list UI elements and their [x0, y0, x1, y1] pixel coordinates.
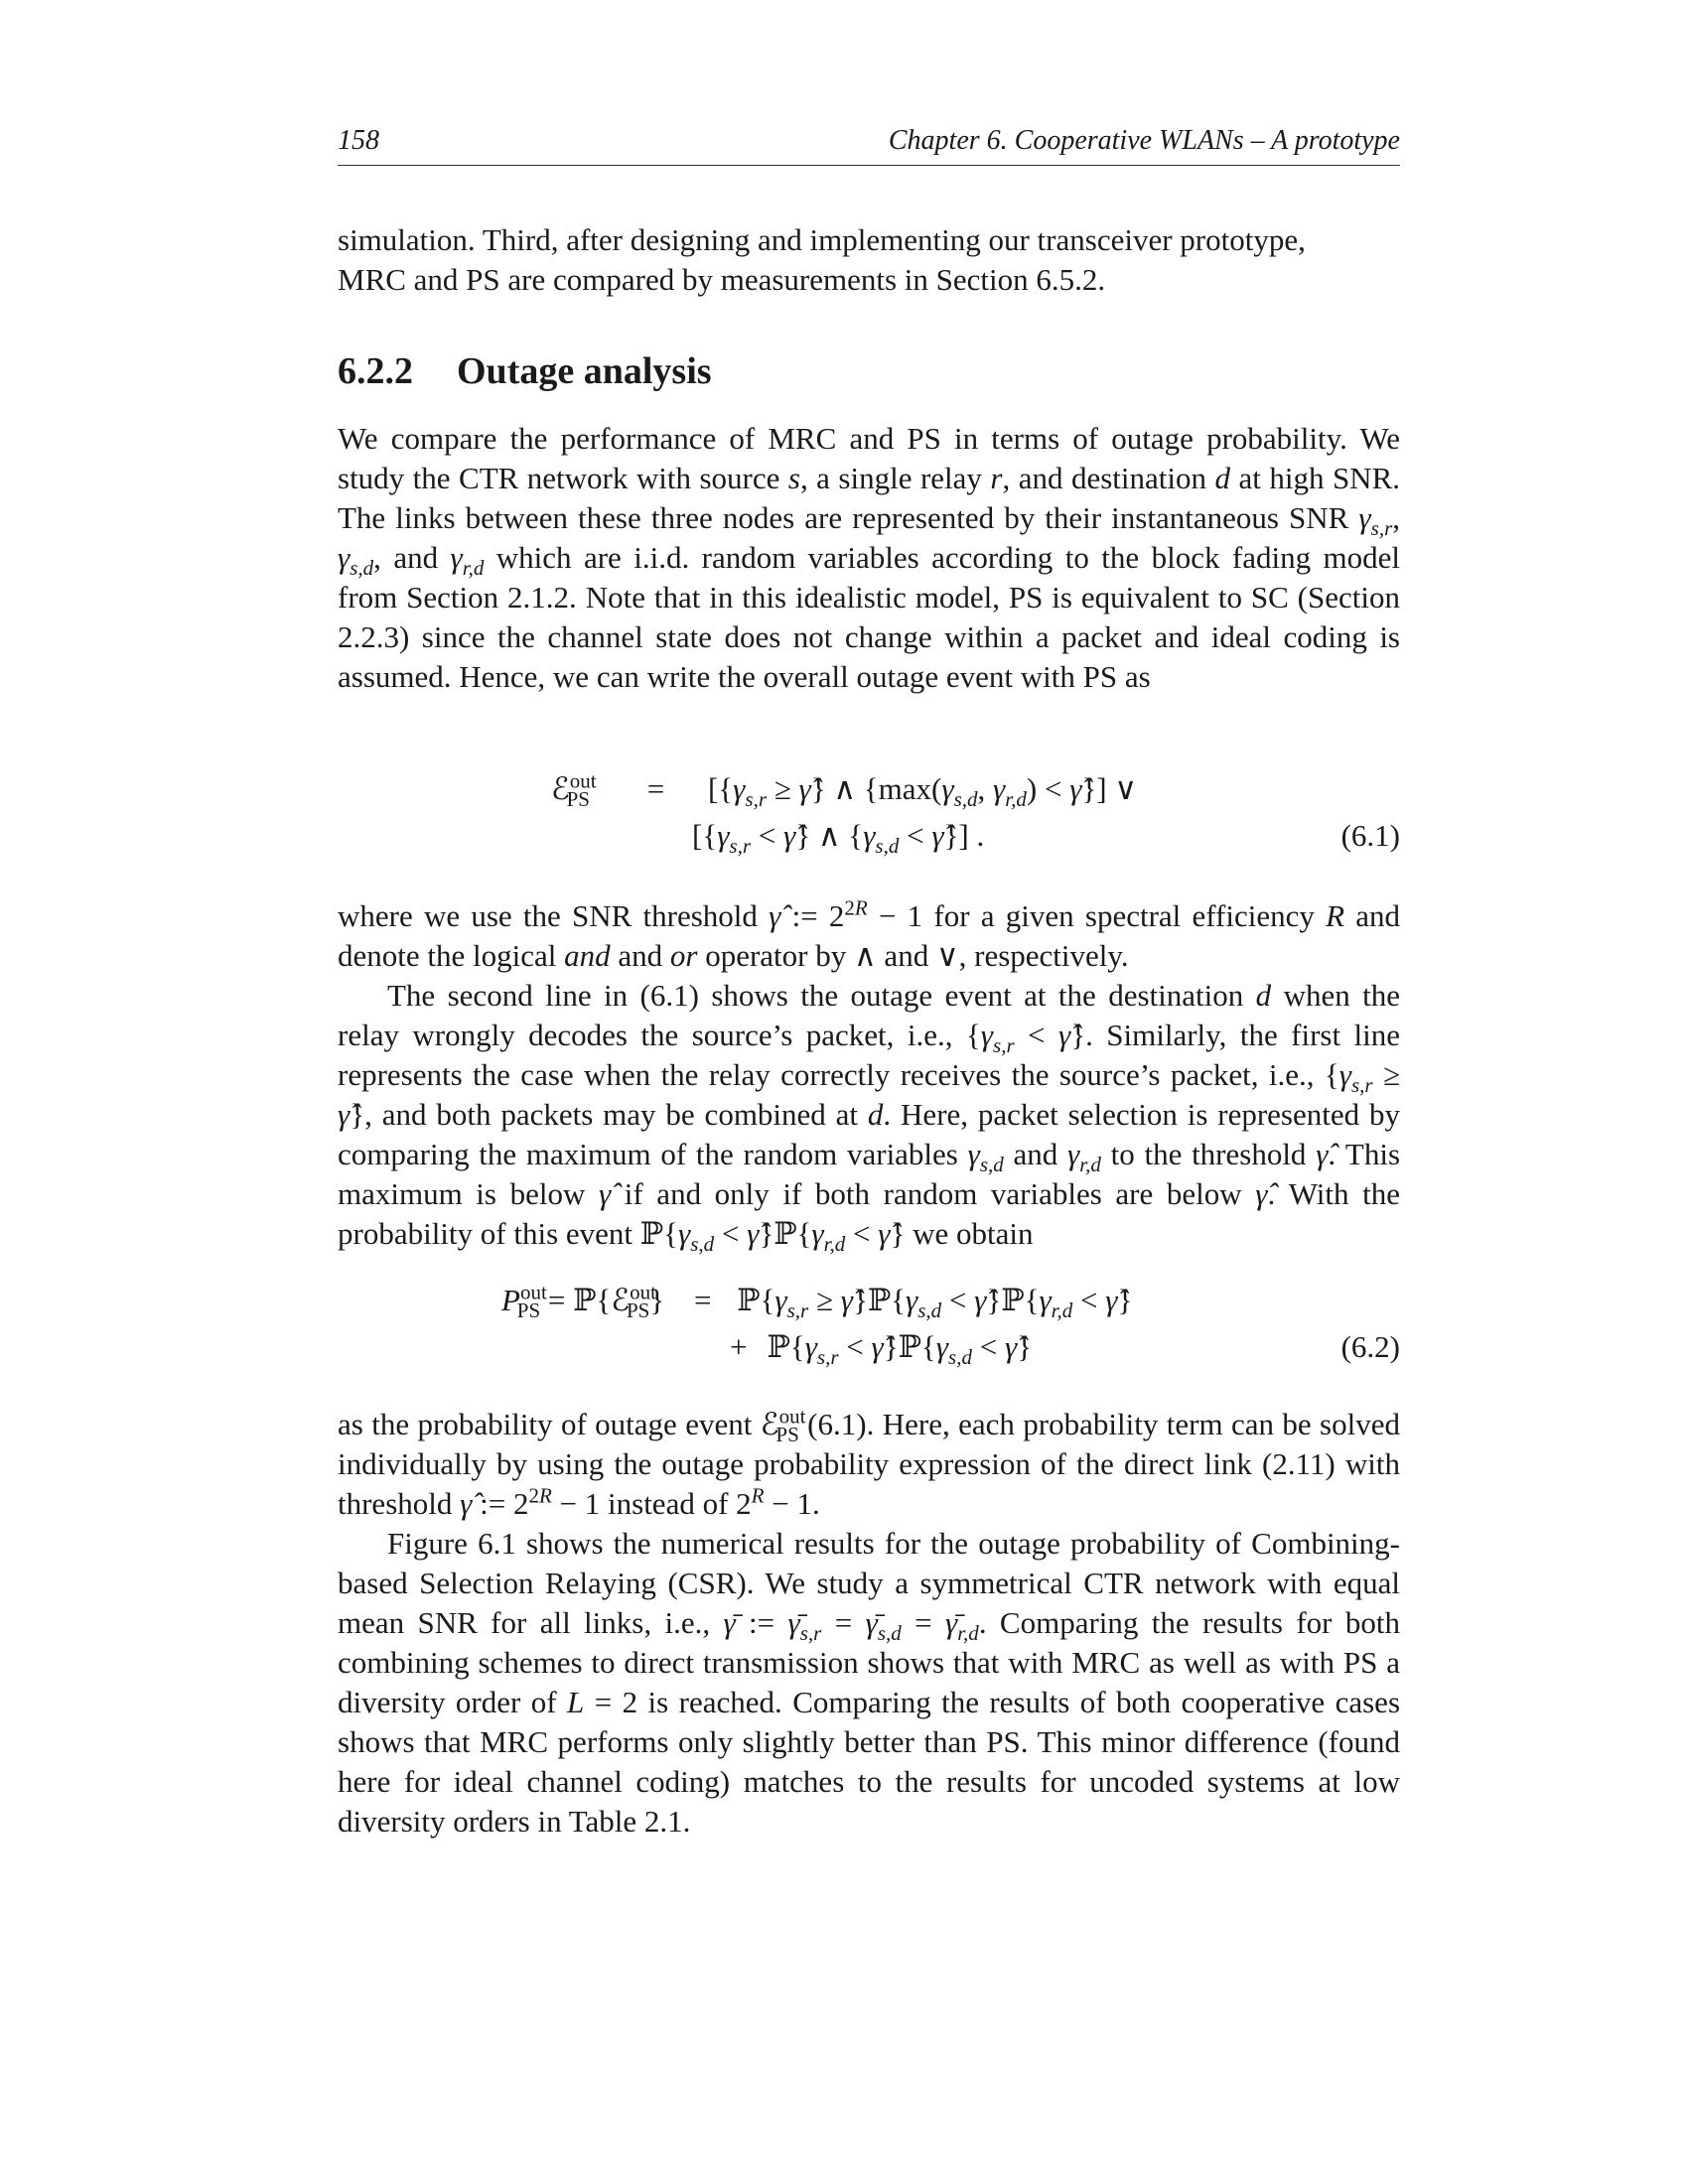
outage-paragraph-1: We compare the performance of MRC and PS in terms of outage probability. We study the CTR network with source s, a single relay r, and destination d at high SNR. The links between these three nodes are represented by their instantaneous SNR $\gamma_{s,r}$, $\gamma_{s,d}$, and $\gamma_{r,d}$ which are i.i.d. random variables according to the block fading model from Section 2.1.2. Note that in this idealistic model, PS is equivalent to SC (Section 2.2.3) since the channel state does not change within a packet and ideal coding is assumed. Hence, we can write the overall outage event with PS as: [338, 421, 1400, 694]
equation-6-1-number: (6.1): [1340, 818, 1400, 853]
equation-6-2-number: (6.2): [1340, 1329, 1400, 1364]
outage-paragraph-2: where we use the SNR threshold γ̂ := $2^{2R} - 1$ for a given spectral efficiency R and denote the logical and and or operator by ∧ and ∨, respectively.: [338, 895, 1401, 973]
equation-6-2-line-1: $P^{out}_{PS}$ = ℙ{ℰ$^{out}_{PS}$} = $ℙ\{\gamma_{s,r}$ ≥ $\gammâ\}ℙ\{\gamma_{s,d}$ < $\gammâ\}ℙ\{\gamma_{r,d}$ < γ̂}: [501, 1280, 1133, 1323]
outage-paragraph-5: Figure 6.1 shows the numerical results for the outage probability of Combining-based Selection Relaying (CSR). We study a symmetrical CTR network with equal mean SNR for all links, i.e., γ̄ := $\gammā_{s,r}$ = $\gammā_{s,d}$ = $\gammā_{r,d}$. Comparing the results for both combining schemes to direct transmission shows that with MRC as well as with PS a diversity order of L = 2 is reached. Comparing the results of both cooperative cases shows that MRC performs only slightly better than PS. This minor difference (found here for ideal channel coding) matches to the results for uncoded systems at low diversity orders in Table 2.1.: [338, 1526, 1401, 1839]
page-number: 158: [338, 125, 379, 156]
running-title: Chapter 6. Cooperative WLANs – A prototype: [888, 125, 1400, 156]
equation-6-2-line-2: + $ℙ\{\gamma_{s,r}$ < $\gammâ\}ℙ\{\gamma_{s,d}$ < γ̂}: [730, 1329, 1033, 1370]
intro-line-1: simulation. Third, after designing and implementing our transceiver prototype,: [338, 222, 1306, 257]
outage-paragraph-3: The second line in (6.1) shows the outage event at the destination d when the relay wrongly decodes the source’s packet, i.e., {$\gamma_{s,r}$ < γ̂}. Similarly, the first line represents the case when the relay correctly receives the source’s packet, i.e., {$\gamma_{s,r}$ ≥ γ̂}, and both packets may be combined at d. Here, packet selection is represented by comparing the maximum of the random variables $\gamma_{s,d}$ and $\gamma_{r,d}$ to the threshold γ̂. This maximum is below γ̂ if and only if both random variables are below γ̂. With the probability of this event $ℙ\{\gamma_{s,d}$ < $\gammâ\}ℙ\{\gamma_{r,d}$ < γ̂} we obtain: [338, 978, 1401, 1257]
intro-line-2: MRC and PS are compared by measurements in Section 6.5.2.: [338, 262, 1106, 297]
outage-paragraph-4: as the probability of outage event ℰ$^{out}_{PS}$ (6.1). Here, each probability term can be solved individually by using the outage probability expression of the direct link (2.11) with threshold γ̂ := $2^{2R} - 1$ instead of $2^R - 1$.: [338, 1404, 1400, 1521]
section-number: 6.2.2: [338, 350, 413, 392]
page-header: [338, 121, 1400, 166]
intro-paragraph: [338, 220, 1400, 300]
equation-6-1-line-1: ℰ$^{out}_{PS}$ = [{$\gamma_{s,r}$ ≥ γ̂} ∧ {$\max(\gamma_{s,d}$, $\gamma_{r,d}$) < γ̂}] ∨: [551, 768, 1138, 812]
section-title: Outage analysis: [457, 350, 712, 392]
section-heading: [338, 349, 712, 393]
equation-6-1-line-2: [{$\gamma_{s,r}$ < γ̂} ∧ {$\gamma_{s,d}$ < γ̂}] .: [692, 818, 985, 859]
